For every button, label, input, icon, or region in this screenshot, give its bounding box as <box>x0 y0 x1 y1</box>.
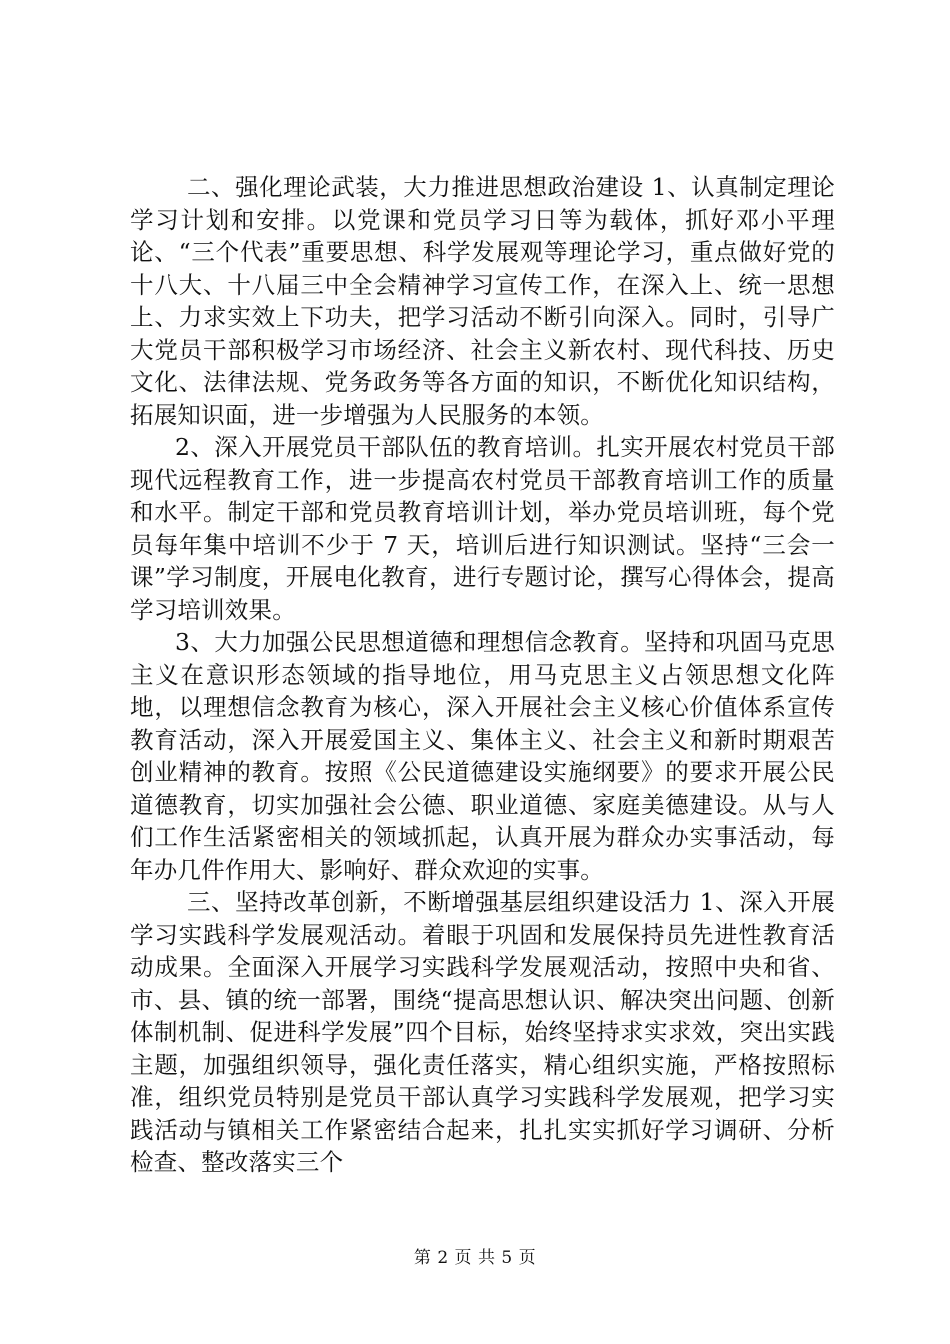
document-body <box>130 171 835 1179</box>
paragraph-section-three: 三、坚持改革创新，不断增强基层组织建设活力 1、深入开展学习实践科学发展观活动。着眼于巩固和发展保持员先进性教育活动成果。全面深入开展学习实践科学发展观活动，按照中央和省、市、县、镇的统一部署，围绕“提高思想认识、解决突出问题、创新体制机制、促进科学发展”四个目标，始终坚持求实求效，突出实践主题，加强组织领导，强化责任落实，精心组织实施，严格按照标准，组织党员特别是党员干部认真学习实践科学发展观，把学习实践活动与镇相关工作紧密结合起来，扎扎实实抓好学习调研、分析检查、整改落实三个 <box>130 888 835 1176</box>
paragraph-item-3: 3、大力加强公民思想道德和理想信念教育。坚持和巩固马克思主义在意识形态领域的指导地位，用马克思主义占领思想文化阵地，以理想信念教育为核心，深入开展社会主义核心价值体系宣传教育活动，深入开展爱国主义、集体主义、社会主义和新时期艰苦创业精神的教育。按照《公民道德建设实施纲要》的要求开展公民道德教育，切实加强社会公德、职业道德、家庭美德建设。从与人们工作生活紧密相关的领域抓起，认真开展为群众办实事活动，每年办几件作用大、影响好、群众欢迎的实事。 <box>130 628 835 884</box>
paragraph-section-two: 二、强化理论武装，大力推进思想政治建设 1、认真制定理论学习计划和安排。以党课和党员学习日等为载体，抓好邓小平理论、“三个代表”重要思想、科学发展观等理论学习，重点做好党的十八大、十八届三中全会精神学习宣传工作，在深入上、统一思想上、力求实效上下功夫，把学习活动不断引向深入。同时，引导广大党员干部积极学习市场经济、社会主义新农村、现代科技、历史文化、法律法规、党务政务等各方面的知识，不断优化知识结构，拓展知识面，进一步增强为人民服务的本领。 <box>130 173 835 429</box>
page-footer: 第 2 页 共 5 页 <box>413 1248 537 1268</box>
paragraph-item-2: 2、深入开展党员干部队伍的教育培训。扎实开展农村党员干部现代远程教育工作，进一步提高农村党员干部教育培训工作的质量和水平。制定干部和党员教育培训计划，举办党员培训班，每个党员每年集中培训不少于 7 天，培训后进行知识测试。坚持“三会一课”学习制度，开展电化教育，进行专题讨论，撰写心得体会，提高学习培训效果。 <box>130 433 835 624</box>
